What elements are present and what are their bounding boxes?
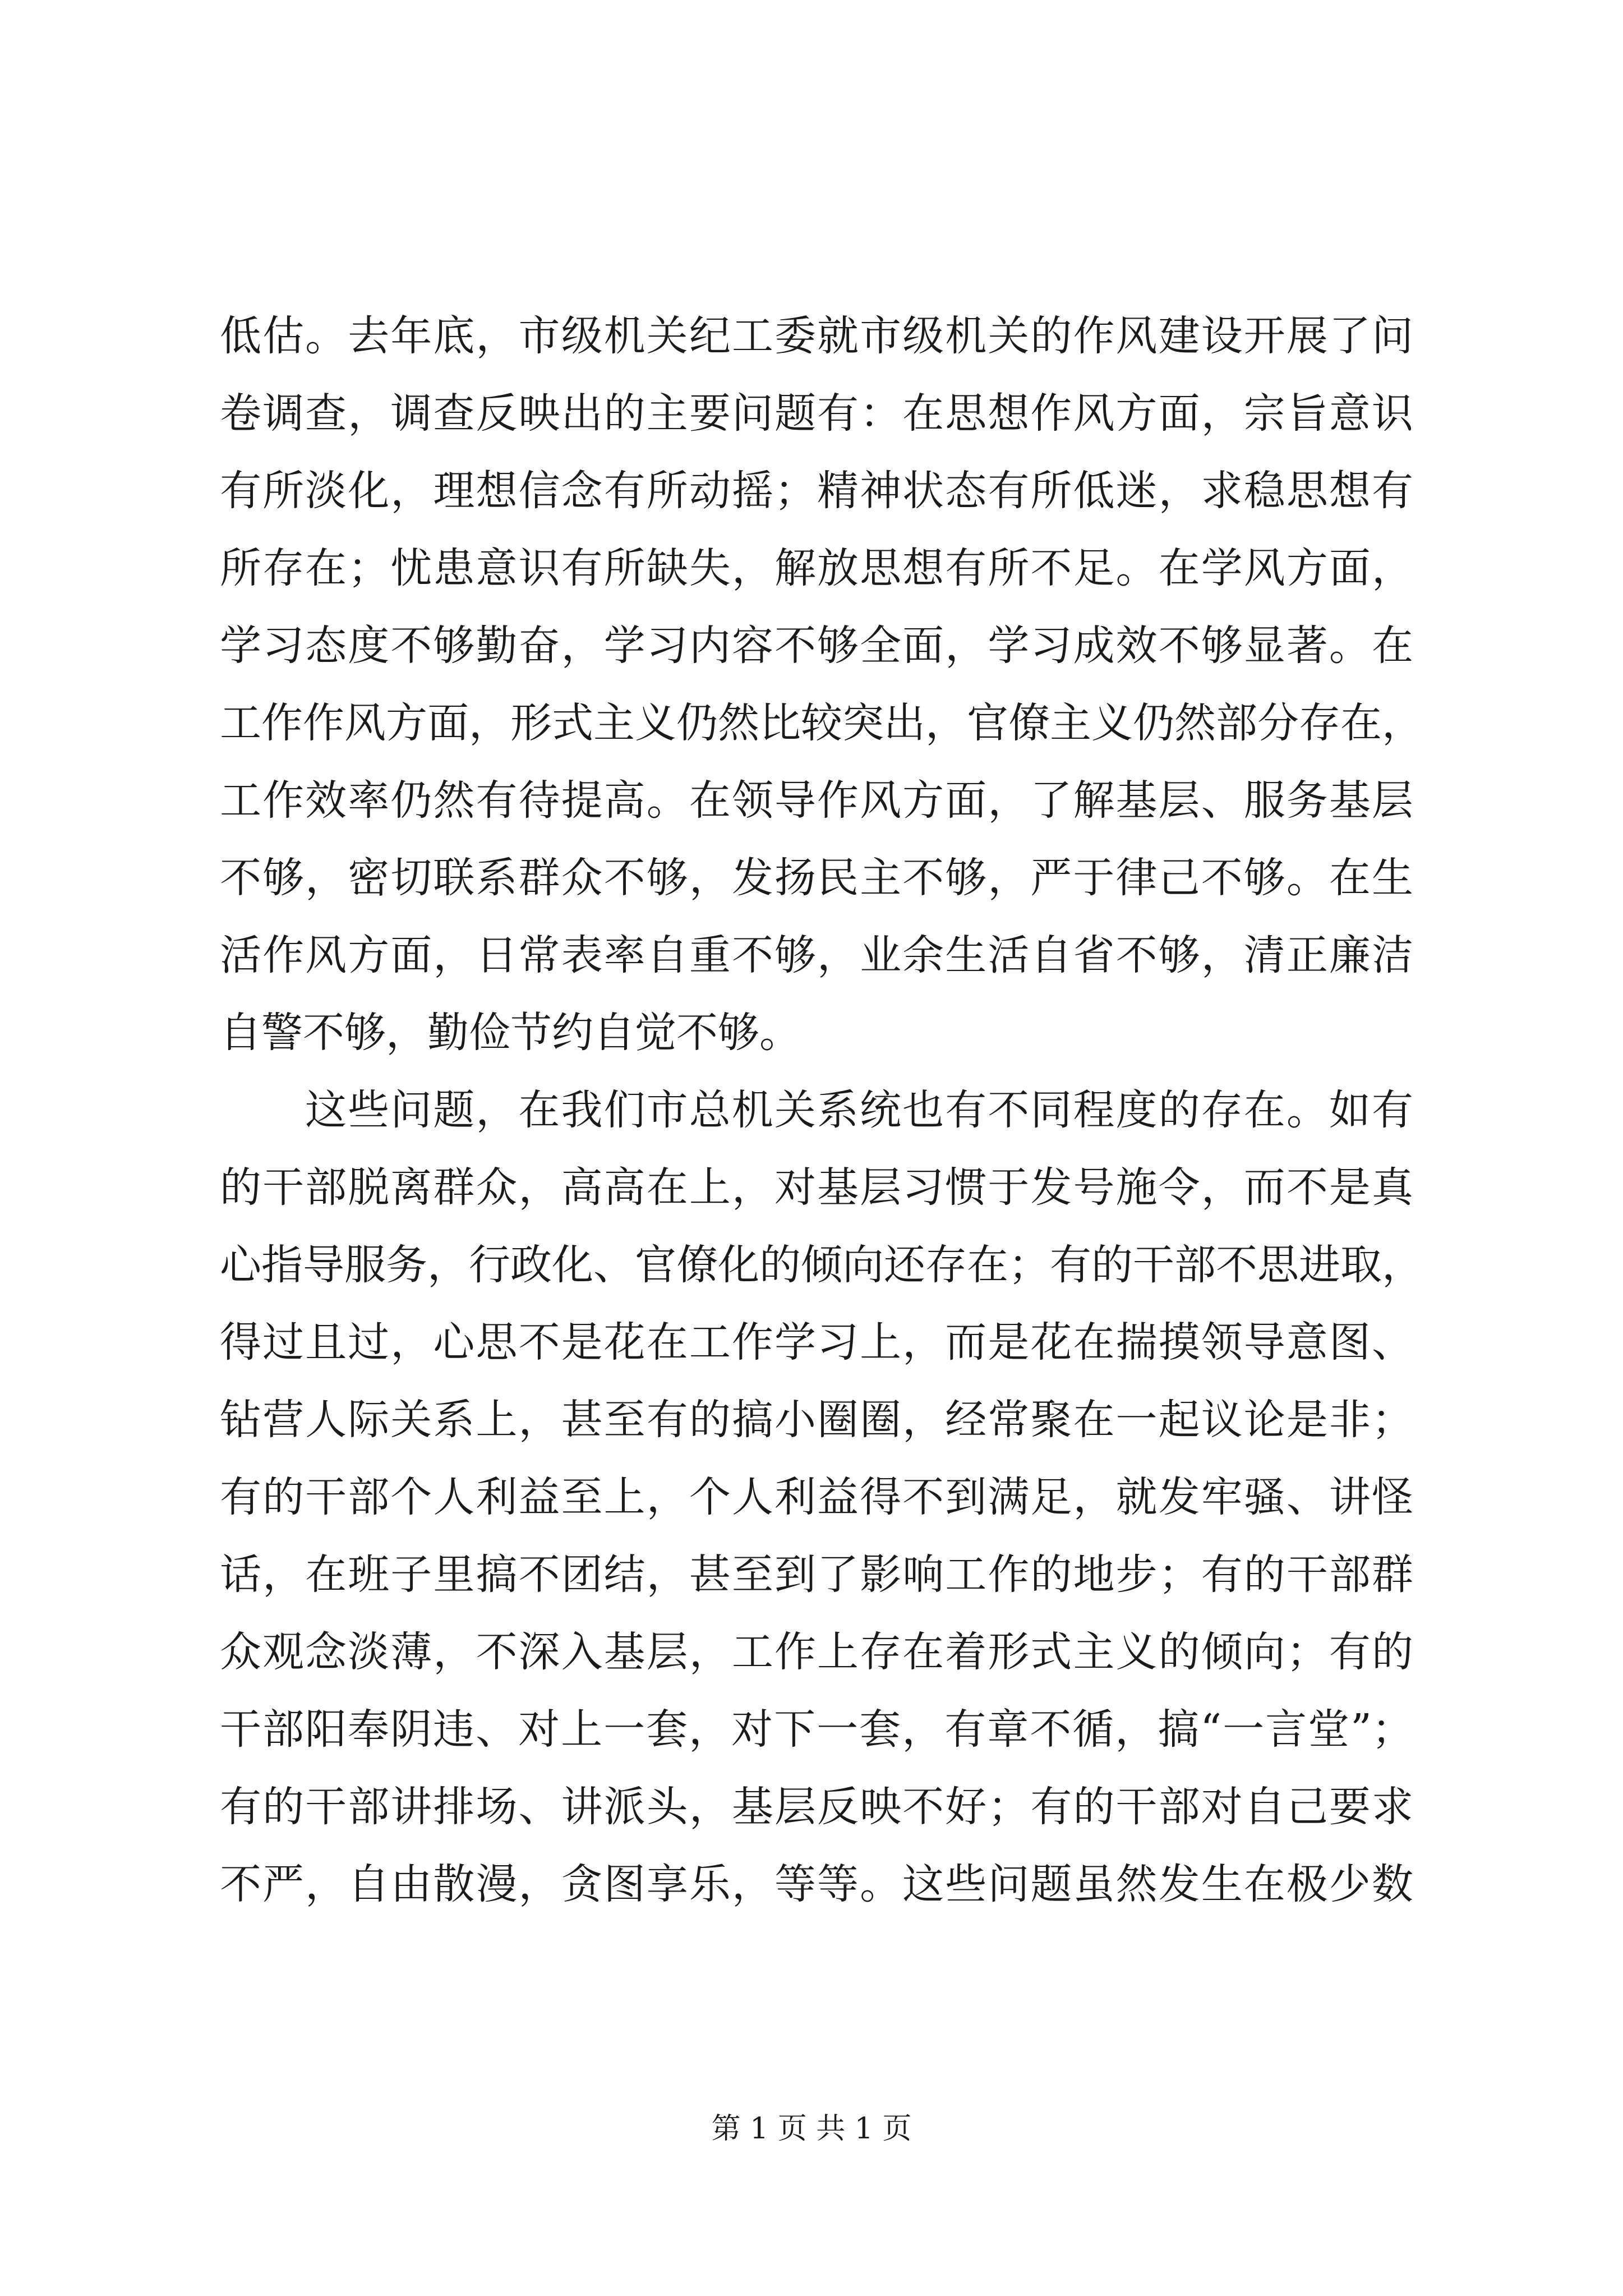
text-line: 不够，密切联系群众不够，发扬民主不够，严于律己不够。在生 <box>220 854 1413 902</box>
text-line: 所存在；忧患意识有所缺失，解放思想有所不足。在学风方面， <box>220 544 1413 592</box>
text-line: 有的干部讲排场、讲派头，基层反映不好；有的干部对自己要求 <box>220 1783 1413 1831</box>
text-line: 工作作风方面，形式主义仍然比较突出，官僚主义仍然部分存在， <box>220 699 1423 747</box>
text-line: 众观念淡薄，不深入基层，工作上存在着形式主义的倾向；有的 <box>220 1628 1413 1676</box>
text-line: 的干部脱离群众，高高在上，对基层习惯于发号施令，而不是真 <box>220 1163 1413 1212</box>
text-line: 低估。去年底，市级机关纪工委就市级机关的作风建设开展了问 <box>220 312 1413 360</box>
page-footer <box>0 2109 1623 2148</box>
text-line: 心指导服务，行政化、官僚化的倾向还存在；有的干部不思进取， <box>220 1241 1423 1289</box>
text-line: 学习态度不够勤奋，学习内容不够全面，学习成效不够显著。在 <box>220 622 1413 670</box>
text-line: 话，在班子里搞不团结，甚至到了影响工作的地步；有的干部群 <box>220 1550 1413 1599</box>
body-text <box>220 297 1423 1923</box>
text-line: 卷调查，调查反映出的主要问题有：在思想作风方面，宗旨意识 <box>220 389 1413 438</box>
text-line: 有的干部个人利益至上，个人利益得不到满足，就发牢骚、讲怪 <box>220 1473 1413 1521</box>
text-line: 不严，自由散漫，贪图享乐，等等。这些问题虽然发生在极少数 <box>220 1860 1413 1908</box>
text-line: 这些问题，在我们市总机关系统也有不同程度的存在。如有 <box>305 1086 1413 1134</box>
text-line: 干部阳奉阴违、对上一套，对下一套，有章不循，搞“一言堂”； <box>220 1705 1413 1754</box>
page-number-label: 第 1 页 共 1 页 <box>711 2112 912 2146</box>
text-line: 得过且过，心思不是花在工作学习上，而是花在揣摸领导意图、 <box>220 1318 1413 1366</box>
text-line: 自警不够，勤俭节约自觉不够。 <box>220 1009 801 1057</box>
text-line: 有所淡化，理想信念有所动摇；精神状态有所低迷，求稳思想有 <box>220 467 1413 515</box>
text-line: 活作风方面，日常表率自重不够，业余生活自省不够，清正廉洁 <box>220 931 1413 979</box>
text-line: 钻营人际关系上，甚至有的搞小圈圈，经常聚在一起议论是非； <box>220 1396 1413 1444</box>
text-line: 工作效率仍然有待提高。在领导作风方面，了解基层、服务基层 <box>220 776 1413 825</box>
